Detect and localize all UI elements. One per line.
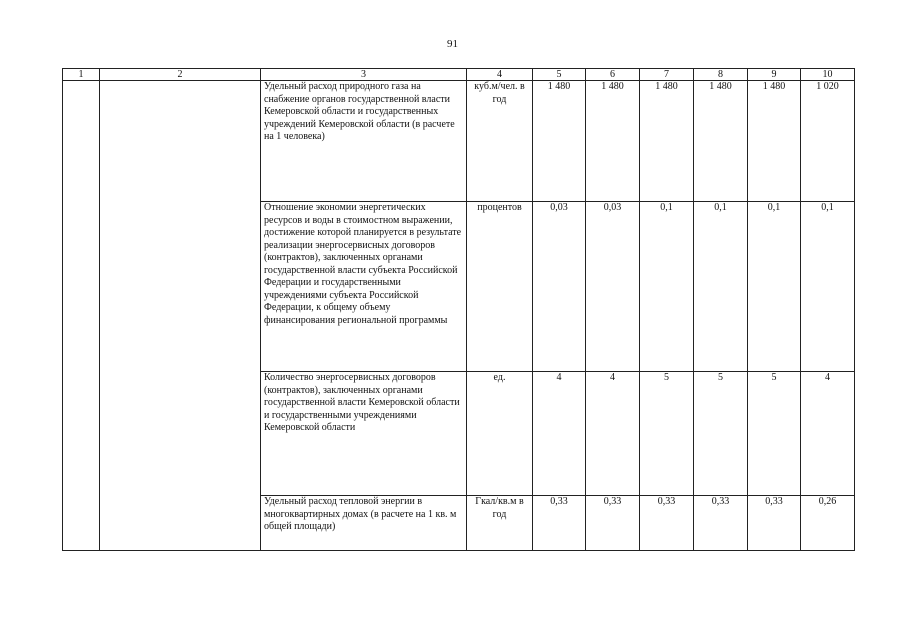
indicator-value: 0,33 <box>533 496 586 551</box>
indicator-value: 1 480 <box>748 81 801 202</box>
indicator-value: 1 480 <box>640 81 694 202</box>
indicator-value: 5 <box>748 372 801 496</box>
indicator-value: 0,33 <box>586 496 640 551</box>
indicator-value: 0,03 <box>533 202 586 372</box>
indicator-value: 1 020 <box>801 81 855 202</box>
table-header-row <box>63 69 855 81</box>
indicator-value: 5 <box>640 372 694 496</box>
column-header: 10 <box>801 69 855 81</box>
indicator-unit: процентов <box>467 202 533 372</box>
indicator-name: Количество энергосервисных договоров (контрактов), заключенных органами государственной власти Кемеровской области и государственными учреждениями Кемеровской области <box>261 372 467 496</box>
indicator-value: 1 480 <box>586 81 640 202</box>
page-number: 91 <box>447 38 458 50</box>
indicator-value: 0,1 <box>694 202 748 372</box>
empty-cell-col2 <box>100 81 261 551</box>
indicator-value: 0,33 <box>748 496 801 551</box>
indicator-value: 4 <box>801 372 855 496</box>
column-header: 5 <box>533 69 586 81</box>
column-header: 3 <box>261 69 467 81</box>
indicator-unit: Гкал/кв.м в год <box>467 496 533 551</box>
indicator-unit: ед. <box>467 372 533 496</box>
indicator-value: 0,33 <box>640 496 694 551</box>
indicator-value: 1 480 <box>694 81 748 202</box>
indicator-value: 1 480 <box>533 81 586 202</box>
indicator-value: 0,26 <box>801 496 855 551</box>
indicator-value: 0,1 <box>801 202 855 372</box>
indicator-value: 5 <box>694 372 748 496</box>
column-header: 1 <box>63 69 100 81</box>
indicator-value: 0,33 <box>694 496 748 551</box>
indicator-name: Удельный расход природного газа на снабжение органов государственной власти Кемеровской области и государственных учреждений Кемеровской области (в расчете на 1 человека) <box>261 81 467 202</box>
table-row <box>63 81 855 202</box>
column-header: 6 <box>586 69 640 81</box>
indicator-value: 0,1 <box>640 202 694 372</box>
column-header: 7 <box>640 69 694 81</box>
indicators-table <box>62 68 855 551</box>
indicator-name: Удельный расход тепловой энергии в многоквартирных домах (в расчете на 1 кв. м общей площади) <box>261 496 467 551</box>
indicator-value: 0,1 <box>748 202 801 372</box>
empty-cell-col1 <box>63 81 100 551</box>
column-header: 8 <box>694 69 748 81</box>
column-header: 2 <box>100 69 261 81</box>
indicator-name: Отношение экономии энергетических ресурсов и воды в стоимостном выражении, достижение которой планируется в результате реализации энергосервисных договоров (контрактов), заключенных органами государственной власти субъекта Российской Федерации и государственными учреждениями субъекта Российской Федерации, к общему объему финансирования региональной программы <box>261 202 467 372</box>
column-header: 4 <box>467 69 533 81</box>
indicator-value: 4 <box>533 372 586 496</box>
indicator-unit: куб.м/чел. в год <box>467 81 533 202</box>
indicator-value: 0,03 <box>586 202 640 372</box>
indicator-value: 4 <box>586 372 640 496</box>
column-header: 9 <box>748 69 801 81</box>
